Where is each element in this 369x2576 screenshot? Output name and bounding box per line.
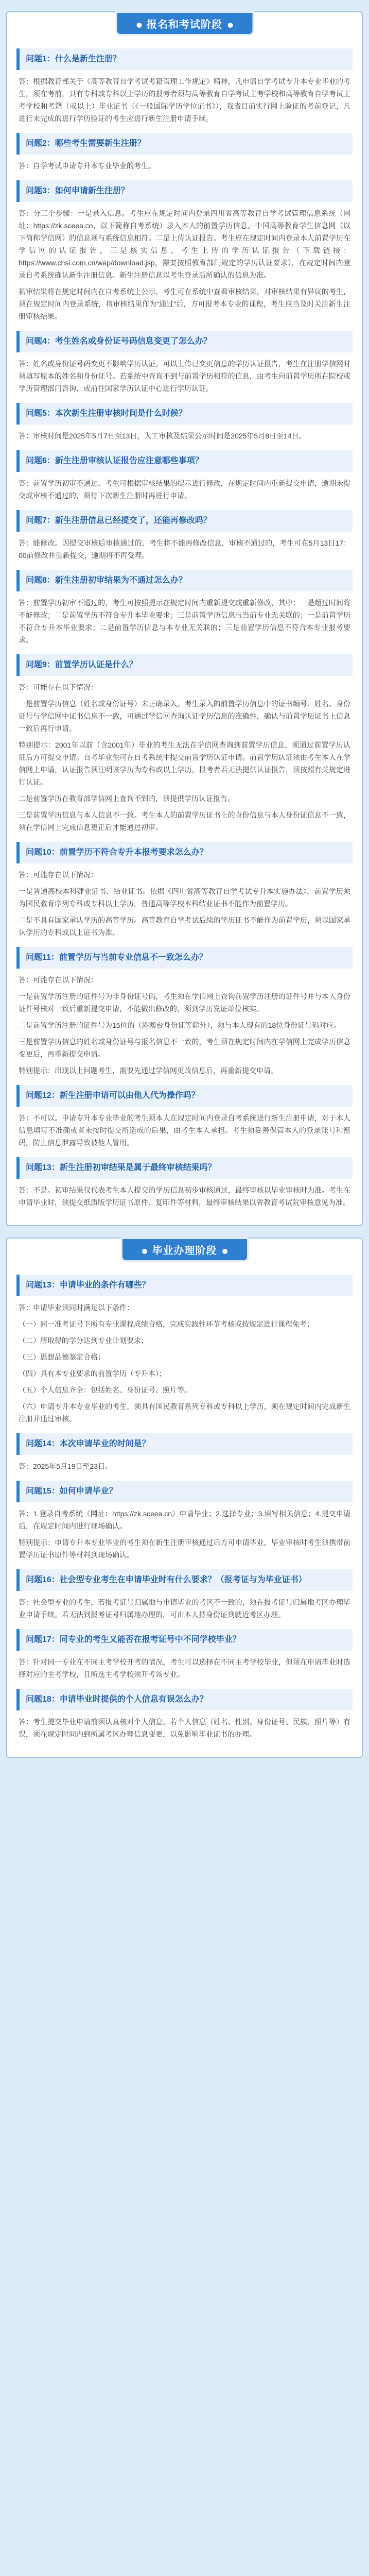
answer-body	[16, 591, 353, 646]
answer-paragraph: 答：不是。初审结果仅代表考生本人提交的学历信息初步审核通过，最终审核以毕业审核时为准。考生在申请毕业时，须提交纸质版学历证书原件、复印件等材料，最终审核结果以省教育考试院审核意见为准。	[19, 1186, 350, 1207]
qa-item	[16, 1689, 353, 1740]
answer-body	[16, 155, 353, 172]
answer-paragraph: 答：自学考试申请专升本专业毕业的考生。	[19, 162, 155, 170]
answer-paragraph: （三）思想品德鉴定合格；	[19, 1353, 105, 1361]
question-heading: 问题1：什么是新生注册？	[16, 48, 353, 70]
section-title-text: 毕业办理阶段	[152, 1245, 217, 1257]
answer-paragraph: （六）申请专升本专业毕业的考生，须具有国民教育系列专科或专科以上学历，须在规定时间内完成新生注册并通过审核。	[19, 1402, 350, 1423]
qa-item	[16, 450, 353, 502]
answer-paragraph: （一）同一准考证号下所有专业课程成绩合格，完成实践性环节考核或按规定进行课程免考；	[19, 1320, 314, 1328]
answer-paragraph: 一是前置学历信息（姓名或身份证号）未正确录入。考生录入的前置学历信息中的证书编号、姓名、身份证号与学信网中证书信息不一致，可通过学信网查询认证学历信息的准确性，确认与前置学历证书上信息一致后再行申请。	[19, 700, 350, 733]
answer-body	[16, 676, 353, 834]
answer-paragraph: 答：2025年5月19日至23日。	[19, 1462, 113, 1470]
answer-body	[16, 472, 353, 502]
question-heading: 问题18：申请毕业时提供的个人信息有误怎么办？	[16, 1689, 353, 1710]
answer-body	[16, 863, 353, 939]
answer-body	[16, 1710, 353, 1740]
qa-item	[16, 510, 353, 562]
question-heading: 问题13：申请毕业的条件有哪些？	[16, 1275, 353, 1296]
answer-body	[16, 352, 353, 395]
answer-paragraph: 特别提示：2001年以前（含2001年）毕业的考生无法在学信网查询到前置学历信息，须通过前置学历认证后方可提交申请。自考毕业生可在自考系统中提交前置学历认证申请。前置学历认证须由考生本人在学信网上申请，认证报告须注明该学历为专科或以上学历，报考者若无法提供认证报告，须按照有关规定进行认证。	[19, 741, 350, 786]
qa-item	[16, 1569, 353, 1621]
answer-paragraph: 特别提示：申请专升本专业毕业的考生须在新生注册审核通过后方可申请毕业，毕业审核时考生须携带前置学历证书原件等材料到现场确认。	[19, 1538, 350, 1559]
qa-item	[16, 947, 353, 1077]
question-heading: 问题12：新生注册申请可以由他人代为操作吗？	[16, 1085, 353, 1107]
answer-body	[16, 1651, 353, 1681]
question-heading: 问题16：社会型专业考生在申请毕业时有什么要求？（报考证与为毕业证书）	[16, 1569, 353, 1591]
answer-paragraph: 答：1.登录自考系统（网址：https://zk.sceea.cn）申请毕业；2.选择专业；3.填写相关信息；4.提交申请后，在规定时间内进行现场确认。	[19, 1510, 350, 1530]
question-heading: 问题8：新生注册初审结果为不通过怎么办？	[16, 570, 353, 591]
answer-body	[16, 532, 353, 562]
answer-body	[16, 969, 353, 1077]
question-heading: 问题5：本次新生注册审核时间是什么时候？	[16, 403, 353, 425]
answer-paragraph: 答：考生提交毕业申请前须认真核对个人信息，若个人信息（姓名、性别、身份证号、民族、照片等）有误，须在规定时间内到所属考区办理信息变更，以免影响毕业证书的办理。	[19, 1718, 350, 1738]
answer-paragraph: 一是前置学历注册的证件号为非身份证号码，考生须在学信网上查询前置学历注册的证件号并与本人身份证件号核对一致后重新提交申请，不能做出修改的，须到学历发证单位核实。	[19, 992, 350, 1013]
answer-paragraph: 二是不具有国家承认学历的高等学历。高等教育自学考试后续的学历证书不能作为前置学历，须以国家承认学历的专科或以上证书为准。	[19, 916, 350, 937]
dot-icon	[136, 23, 142, 28]
qa-item	[16, 48, 353, 125]
answer-body	[16, 1455, 353, 1472]
faq-section	[6, 1238, 363, 1758]
answer-paragraph: （四）具有本专业要求的前置学历（专升本）；	[19, 1369, 166, 1378]
question-heading: 问题4：考生姓名或身份证号码信息变更了怎么办？	[16, 331, 353, 352]
qa-item	[16, 1275, 353, 1425]
answer-paragraph: 二是前置学历注册的证件号为15位的（港澳台身份证等除外），须与本人现有的18位身份证号码对应。	[19, 1021, 341, 1029]
question-heading: 问题10：前置学历不符合专升本报考要求怎么办？	[16, 842, 353, 863]
question-heading: 问题17：同专业的考生又能否在报考证号中不同学校毕业？	[16, 1629, 353, 1651]
answer-paragraph: 答：根据教育部关于《高等教育自学考试考籍管理工作规定》精神，凡申请自学考试专升本专业毕业的考生，须在考前，具有专科或专科以上学历的报考者须与高等教育自学考试主考学校和高等教育自学考试主考学校和考籍（或以上）毕业证书（《一般国际学历学位证书》），我省目前实行网上验证的考前登记，凡进行未完成的进行学历验证的考生应进行新生注册申请手续。	[19, 77, 350, 123]
section-title	[121, 1238, 249, 1262]
section-title-text: 报名和考试阶段	[147, 19, 222, 30]
question-heading: 问题9：前置学历认证是什么？	[16, 654, 353, 676]
answer-paragraph: 特别提示：出现以上问题考生，需要先通过学信网更改信息后，再重新提交申请。	[19, 1066, 278, 1075]
question-heading: 问题7：新生注册信息已经提交了，还能再修改吗？	[16, 510, 353, 532]
answer-paragraph: 答：姓名或身份证号码变更不影响学历认证，可以上传已变更信息的学历认证报告，考生在注册学信网时须填写原本的姓名和身份证号。若系统中查询不到与前置学历相符的信息，由考生向前置学历所在院校或学历管理部门咨询，或前往国家学历认证中心进行学历认证。	[19, 360, 350, 393]
answer-paragraph: 答：不可以。申请专升本专业毕业的考生须本人在规定时间内登录自考系统进行新生注册申请，对于本人信息填写不准确或者未按时提交所造成的后果，由考生本人承担。考生须妥善保管本人的登录账号和密码，防止信息泄露导致被他人冒用。	[19, 1114, 350, 1147]
answer-paragraph: 三是前置学历信息的姓名或身份证号与报名信息不一致的，考生须在规定时间内在学信网上完成学历信息变更后，再重新提交申请。	[19, 1038, 350, 1058]
answer-body	[16, 70, 353, 125]
dot-icon	[227, 23, 233, 28]
answer-paragraph: 答：可能存在以下情况：	[19, 976, 98, 984]
answer-paragraph: 初审结果将在规定时间内在自考系统上公示，考生可在系统中查看审核结果，对审核结果有异议的考生，须在规定时间内登录系统，将审核结果作为"通过"后，方可报考本专业的课程，考生应当及时关注新生注册审核结果。	[19, 287, 350, 320]
qa-item	[16, 331, 353, 395]
question-heading: 问题3：如何申请新生注册？	[16, 180, 353, 202]
qa-item	[16, 1629, 353, 1681]
answer-body	[16, 1591, 353, 1621]
qa-item	[16, 1481, 353, 1561]
answer-paragraph: 二是前置学历在教育部学信网上查询不到的，须提供学历认证报告。	[19, 794, 235, 803]
answer-body	[16, 1179, 353, 1209]
answer-body	[16, 1296, 353, 1425]
answer-paragraph: 答：分三个步骤：一是录入信息。考生应在规定时间内登录四川省高等教育自学考试管理信息系统（网址：https://zk.sceea.cn，以下简称自考系统）录入本人的前置学历信息。中国高等教育学生信息网（以下简称学信网）的信息须与系统信息相符。二是上传认证报告。考生应在规定时间内登录本人前置学历在学信网的认证报告，三是核实信息，考生上传的学历认证报告（下载链接：https://www.chsi.com.cn/wap/download.jsp，需要按照教育部门规定的学历认证要求），在规定时间内登录自考系统确认新生注册信息。新生注册信息以考生登录后所确认的信息为准。	[19, 209, 350, 279]
dot-icon	[142, 1249, 147, 1254]
answer-paragraph: 答：审核时间是2025年5月7日至13日，人工审核及结果公示时间是2025年5月8日至14日。	[19, 432, 306, 440]
answer-paragraph: 答：针对同一专业在不同主考学校开考的情况，考生可以选择在不同主考学校毕业，但须在申请毕业时选择对应的主考学校，且所选主考学校须开考该专业。	[19, 1658, 350, 1679]
question-heading: 问题13：新生注册初审结果是属于最终审核结果吗？	[16, 1157, 353, 1179]
answer-paragraph: 答：可能存在以下情况：	[19, 871, 98, 879]
answer-body	[16, 425, 353, 442]
faq-section	[6, 11, 363, 1226]
qa-item	[16, 133, 353, 172]
qa-item	[16, 1157, 353, 1209]
qa-item	[16, 570, 353, 646]
question-heading: 问题14：本次申请毕业的时间是？	[16, 1433, 353, 1455]
question-heading: 问题11：前置学历与当前专业信息不一致怎么办？	[16, 947, 353, 969]
qa-item	[16, 1085, 353, 1149]
answer-paragraph: （五）个人信息齐全：包括姓名、身份证号、照片等。	[19, 1386, 191, 1394]
question-heading: 问题6：新生注册审核认证报告应注意哪些事项？	[16, 450, 353, 472]
answer-paragraph: 答：申请毕业须同时满足以下条件：	[19, 1303, 134, 1312]
dot-icon	[222, 1249, 227, 1254]
question-heading: 问题15：如何申请毕业？	[16, 1481, 353, 1502]
qa-item	[16, 1433, 353, 1472]
answer-paragraph: （二）所取得的学分达到专业计划要求；	[19, 1336, 148, 1345]
answer-body	[16, 1107, 353, 1149]
qa-item	[16, 180, 353, 323]
answer-paragraph: 答：前置学历初审不通过的，考生可按照提示在规定时间内重新提交或重新修改，其中：一是超过时间将不能修改；二是前置学历不符合专升本毕业要求；三是前置学历信息与当前专业无关联的；一是前置学历不符合专升本毕业要求；二是前置学历信息与本专业无关联的；三是前置学历信息不符合本专业报考要求。	[19, 599, 350, 644]
answer-body	[16, 202, 353, 323]
answer-paragraph: 答：社会型专业的考生，若报考证号归属地与申请毕业的考区不一致的，须在报考证号归属地考区办理毕业申请手续。若无法到报考证号归属地办理的，可由本人持身份证到就近考区办理。	[19, 1598, 350, 1619]
answer-paragraph: 三是前置学历信息与本人信息不一致。考生本人的前置学历证书上的身份信息与本人身份证信息不一致，须在学信网上完成信息更正后才能通过初审。	[19, 811, 350, 832]
answer-paragraph: 答：前置学历初审不通过，考生可根据审核结果的提示进行修改，在规定时间内重新提交申请，逾期未提交或审核不通过的，须待下次新生注册时再进行申请。	[19, 479, 350, 500]
section-title	[115, 11, 254, 36]
qa-item	[16, 842, 353, 939]
answer-paragraph: 答：可能存在以下情况：	[19, 683, 98, 691]
answer-body	[16, 1502, 353, 1561]
qa-item	[16, 654, 353, 834]
answer-paragraph: 一是普通高校本科肄业证书、结业证书。依据《四川省高等教育自学考试专升本实施办法》，前置学历须为国民教育序列专科或专科以上学历，普通高等学校本科结业证书不能作为前置学历。	[19, 887, 350, 908]
question-heading: 问题2：哪些考生需要新生注册？	[16, 133, 353, 155]
qa-item	[16, 403, 353, 442]
answer-paragraph: 答：能修改。因提交审核后审核通过的，考生将不能再修改信息，审核不通过的，考生可在5月13日17：00前修改并重新提交，逾期将不再受理。	[19, 539, 350, 560]
